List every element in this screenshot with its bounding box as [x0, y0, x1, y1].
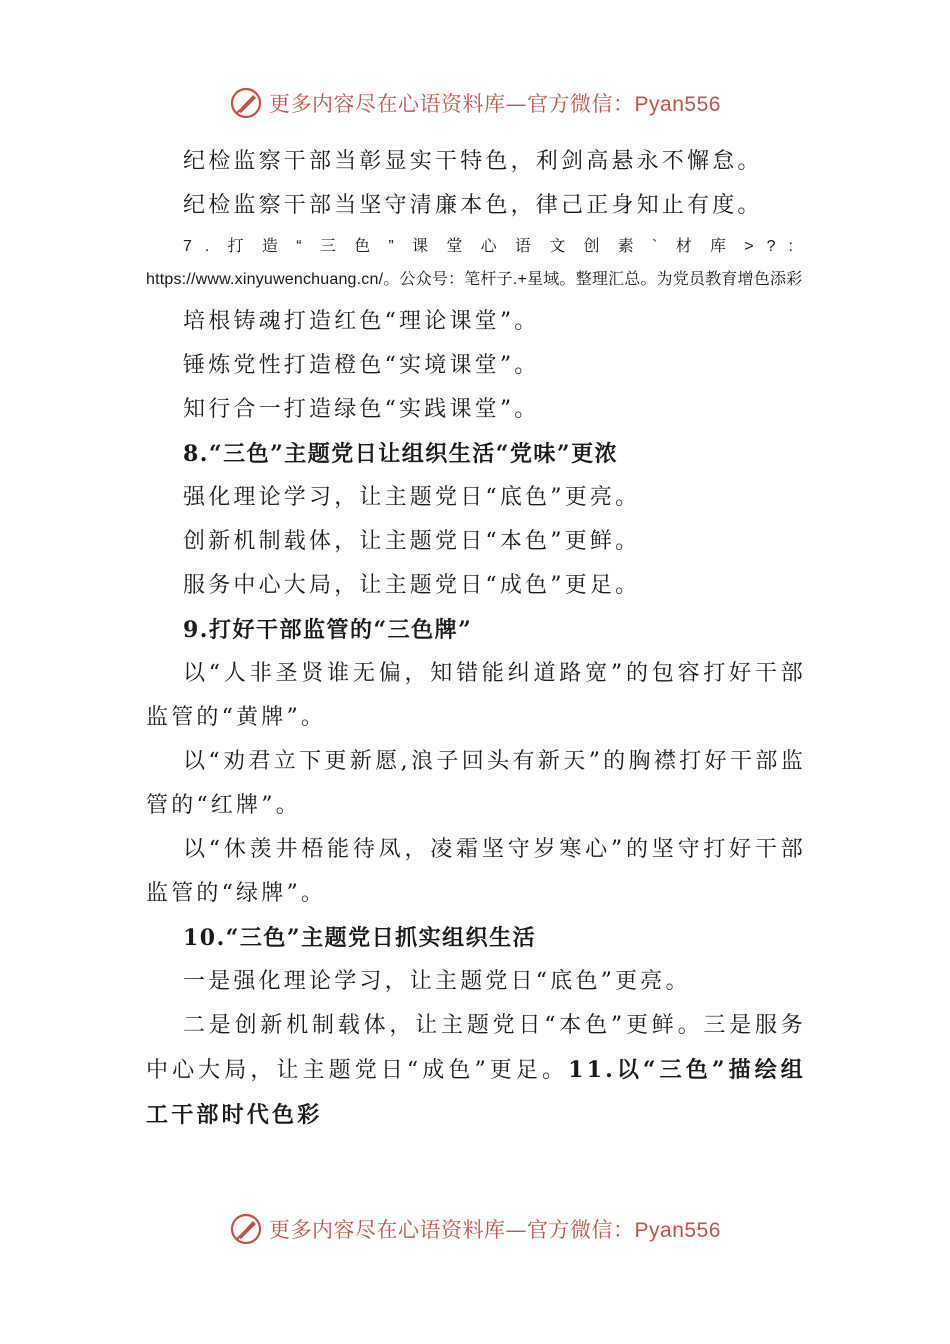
paragraph: 锤炼党性打造橙色“实境课堂”。	[183, 353, 540, 378]
paragraph: 以“人非圣贤谁无偏，知错能纠道路宽”的包容打好干部监管的“黄牌”。	[146, 661, 806, 730]
section-heading: 10.“三色”主题党日抓实组织生活	[183, 925, 537, 951]
paragraph: 强化理论学习，让主题党日“底色”更亮。	[183, 485, 641, 510]
header-banner	[0, 86, 950, 120]
quill-logo-icon	[229, 86, 263, 120]
banner-text: 更多内容尽在心语资料库—官方微信：Pyan556	[269, 1218, 721, 1242]
quill-logo-icon	[229, 1212, 263, 1246]
document-body	[146, 140, 806, 1138]
paragraph: 一是强化理论学习，让主题党日“底色”更亮。	[183, 969, 691, 994]
paragraph: 知行合一打造绿色“实践课堂”。	[183, 397, 540, 422]
paragraph: 培根铸魂打造红色“理论课堂”。	[183, 309, 540, 334]
paragraph: 二是创新机制载体，让主题党日“本色”更鲜。三是服务中心大局，让主题党日“成色”更足。11.以“三色”描绘组工干部时代色彩	[146, 1013, 806, 1128]
item-7-paragraph: 7.打造“三色”课堂心语文创素`材库>?: https://www.xinyuwenchuang.cn/。公众号：笔杆子.+星域。整理汇总。为党员教育增色添彩	[146, 238, 806, 288]
paragraph: 以“劝君立下更新愿,浪子回头有新天”的胸襟打好干部监管的“红牌”。	[146, 749, 806, 818]
paragraph: 创新机制载体，让主题党日“本色”更鲜。	[183, 529, 641, 554]
paragraph: 纪检监察干部当彰显实干特色，利剑高悬永不懈怠。	[183, 149, 763, 174]
paragraph: 以“休羡井梧能待凤，凌霜坚守岁寒心”的坚守打好干部监管的“绿牌”。	[146, 837, 806, 906]
paragraph: 纪检监察干部当坚守清廉本色，律己正身知止有度。	[183, 193, 763, 218]
section-heading: 8.“三色”主题党日让组织生活“党味”更浓	[183, 441, 619, 467]
banner-text: 更多内容尽在心语资料库—官方微信：Pyan556	[269, 92, 721, 116]
section-heading: 9.打好干部监管的“三色牌”	[183, 617, 473, 643]
paragraph: 服务中心大局，让主题党日“成色”更足。	[183, 573, 641, 598]
section-heading-inline: 11.以“三色”描绘组工干部时代色彩	[146, 1057, 806, 1128]
footer-banner	[0, 1212, 950, 1246]
